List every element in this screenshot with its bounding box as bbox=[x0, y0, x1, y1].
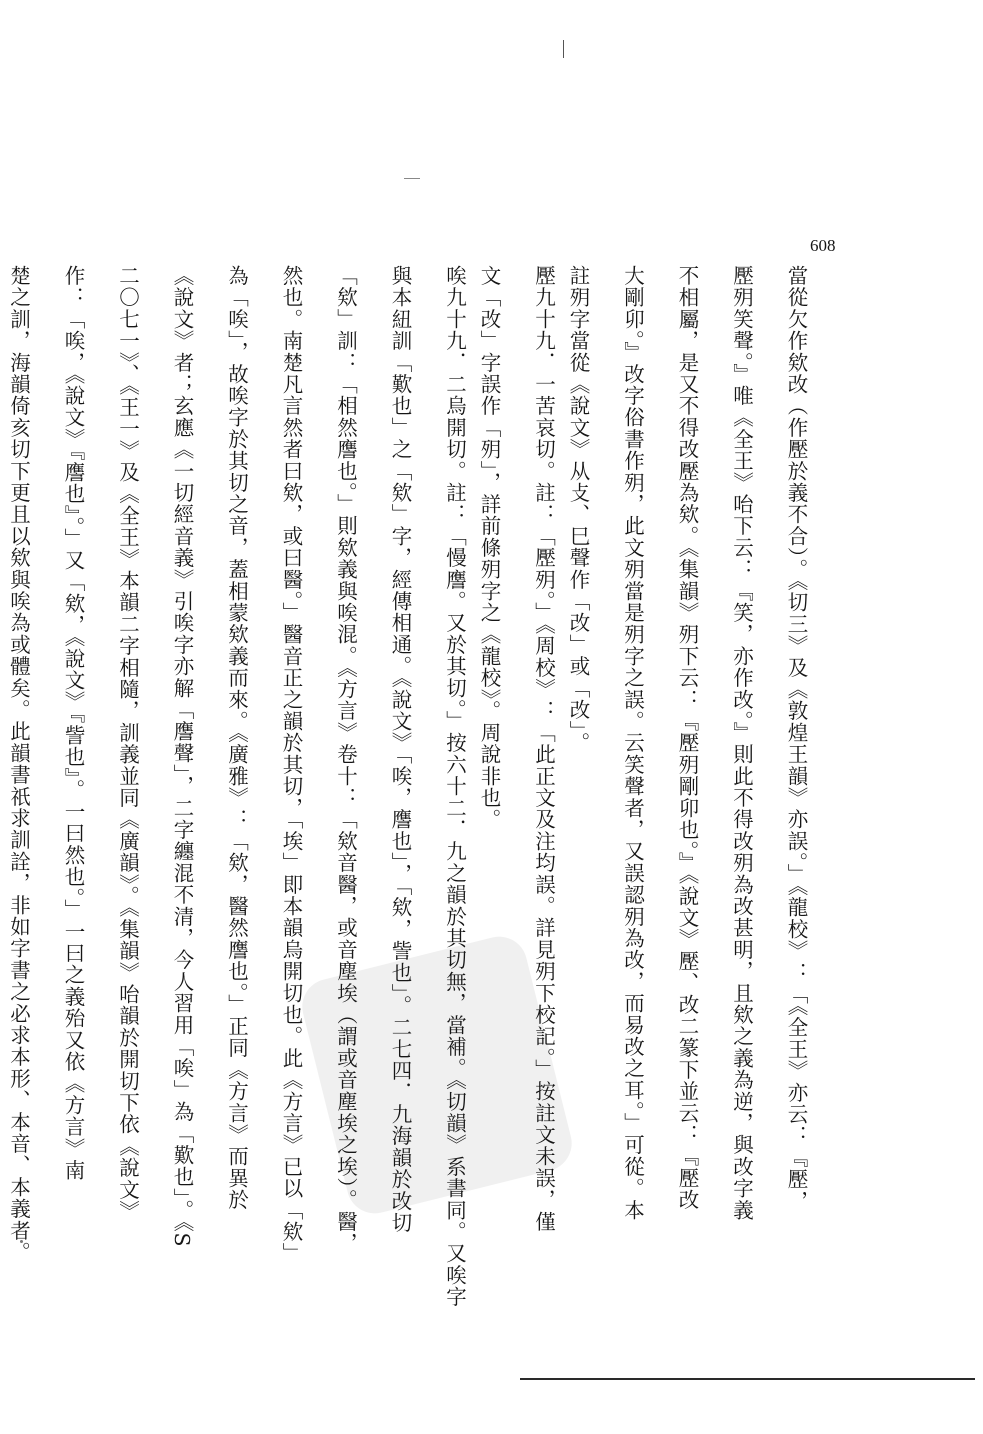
text-column: 楚之訓，海韻倚亥切下更且以欸與唉為或體矣。此韻書祇求訓詮，非如字書之必求本形、本音、本義者。 bbox=[6, 265, 31, 1264]
text-column: 大剛卯。』改字俗書作㱚，此文㱚當是㱚字之誤。云笑聲者，又誤認㱚為改，而易改之耳。」可從。本 bbox=[620, 265, 645, 1221]
entry-column: 㱘九十九．一苦哀切。註：「㱘㱚。」《周校》：「此正文及注均誤。詳見㱚下校記。」按註文未誤，僅 bbox=[531, 265, 556, 1233]
text-column: 註㱚字當從《說文》从攴、巳聲作「改」或「改」。 bbox=[566, 265, 590, 754]
entry-column bbox=[0, 265, 1, 1265]
page-bottom-rule bbox=[520, 1378, 975, 1380]
text-column: 然也。南楚凡言然者曰欸，或曰醫。」醫音正之韻於其切，「埃」即本韻烏開切也。此《方言》已以「欸」 bbox=[279, 265, 303, 1265]
text-column: 為「唉」，故唉字於其切之音，蓋相蒙欸義而來。《廣雅》：「欸，醫然譍也。」正同《方言》而異於 bbox=[224, 265, 249, 1211]
text-column: 㱘㱚笑聲。』唯《全王》咍下云：『笑，亦作改。』則此不得改㱚為改甚明，且欸之義為逆，與改字義 bbox=[729, 265, 754, 1221]
text-column: 二〇七一》、《王一》及《全王》本韻二字相隨，訓義並同《廣韻》。《集韻》咍韻於開切下依《說文》 bbox=[115, 265, 140, 1223]
text-column: 作：「唉，《說文》『譍也』。」又「欸，《說文》『訾也』。一曰然也。」一曰之義殆又依《方言》南 bbox=[61, 265, 85, 1182]
text-column: 與本紐訓「歎也」之「欸」字，經傳相通。《說文》「唉，譍也」，「欸，訾也」。二七四．九海韻於改切 bbox=[388, 265, 412, 1234]
page-number: 608 bbox=[810, 236, 836, 255]
text-column: 當從欠作欸改（作㱘於義不合）。《切三》及《敦煌王韻》亦誤。」《龍校》：「《全王》亦云：『㱘， bbox=[784, 265, 808, 1212]
text-column: 「欸」訓：「相然譍也。」則欸義與唉混。《方言》卷十：「欸音醫，或音塵埃（謂或音塵埃之埃）。醫， bbox=[333, 265, 358, 1255]
text-column: 文「改」字誤作「㱚」，詳前條㱚字之《龍校》。周說非也。 bbox=[477, 265, 501, 831]
scan-mark-top bbox=[563, 40, 564, 58]
vertical-text-body bbox=[0, 265, 833, 1308]
entry-column: 唉九十九．二烏開切。註：「慢譍。又於其切。」按六十二．九之韻於其切無，當補。《切韻》系書同。又唉字 bbox=[442, 265, 467, 1308]
text-column: 不相屬，是又不得改㱘為欸。《集韻》㱚下云：『㱘㱚剛卯也。』《說文》㱘、改二篆下並云：『㱘改 bbox=[675, 265, 699, 1211]
scan-mark-dash bbox=[404, 178, 420, 179]
text-column: 《說文》者；玄應《一切經音義》引唉字亦解「譍聲」，二字纏混不清，今人習用「唉」為「歎也」。《S bbox=[170, 265, 194, 1248]
